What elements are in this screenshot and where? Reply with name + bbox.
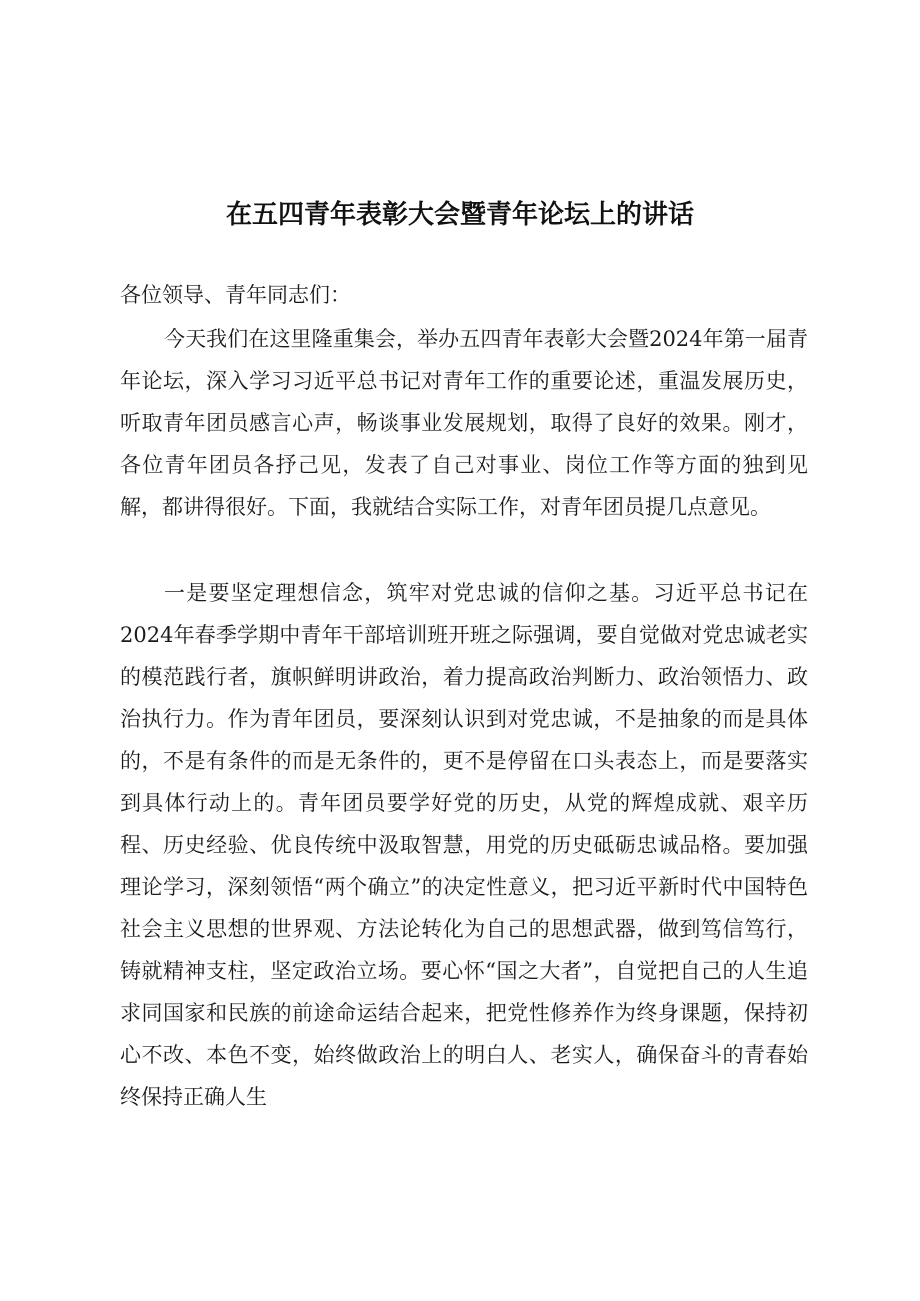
paragraph-2: 一是要坚定理想信念，筑牢对党忠诚的信仰之基。习近平总书记在2024年春季学期中青年干部培训班开班之际强调，要自觉做对党忠诚老实的模范践行者，旗帜鲜明讲政治，着力提高政治判断力、政治领悟力、政治执行力。作为青年团员，要深刻认识到对党忠诚，不是抽象的而是具体的，不是有条件的而是无条件的，更不是停留在口头表态上，而是要落实到具体行动上的。青年团员要学好党的历史，从党的辉煌成就、艰辛历程、历史经验、优良传统中汲取智慧，用党的历史砥砺忠诚品格。要加强理论学习，深刻领悟“两个确立”的决定性意义，把习近平新时代中国特色社会主义思想的世界观、方法论转化为自己的思想武器，做到笃信笃行，铸就精神支柱，坚定政治立场。要心怀“国之大者”，自觉把自己的人生追求同国家和民族的前途命运结合起来，把党性修养作为终身课题，保持初心不改、本色不变，始终做政治上的明白人、老实人，确保奋斗的青春始终保持正确人生 — [120, 581, 808, 1109]
paragraph-1: 今天我们在这里隆重集会，举办五四青年表彰大会暨2024年第一届青年论坛，深入学习习近平总书记对青年工作的重要论述，重温发展历史，听取青年团员感言心声，畅谈事业发展规划，取得了良好的效果。刚才，各位青年团员各抒己见，发表了自己对事业、岗位工作等方面的独到见解，都讲得很好。下面，我就结合实际工作，对青年团员提几点意见。 — [120, 327, 808, 519]
salutation: 各位领导、青年同志们： — [120, 283, 351, 307]
document-title: 在五四青年表彰大会暨青年论坛上的讲话 — [225, 200, 694, 231]
